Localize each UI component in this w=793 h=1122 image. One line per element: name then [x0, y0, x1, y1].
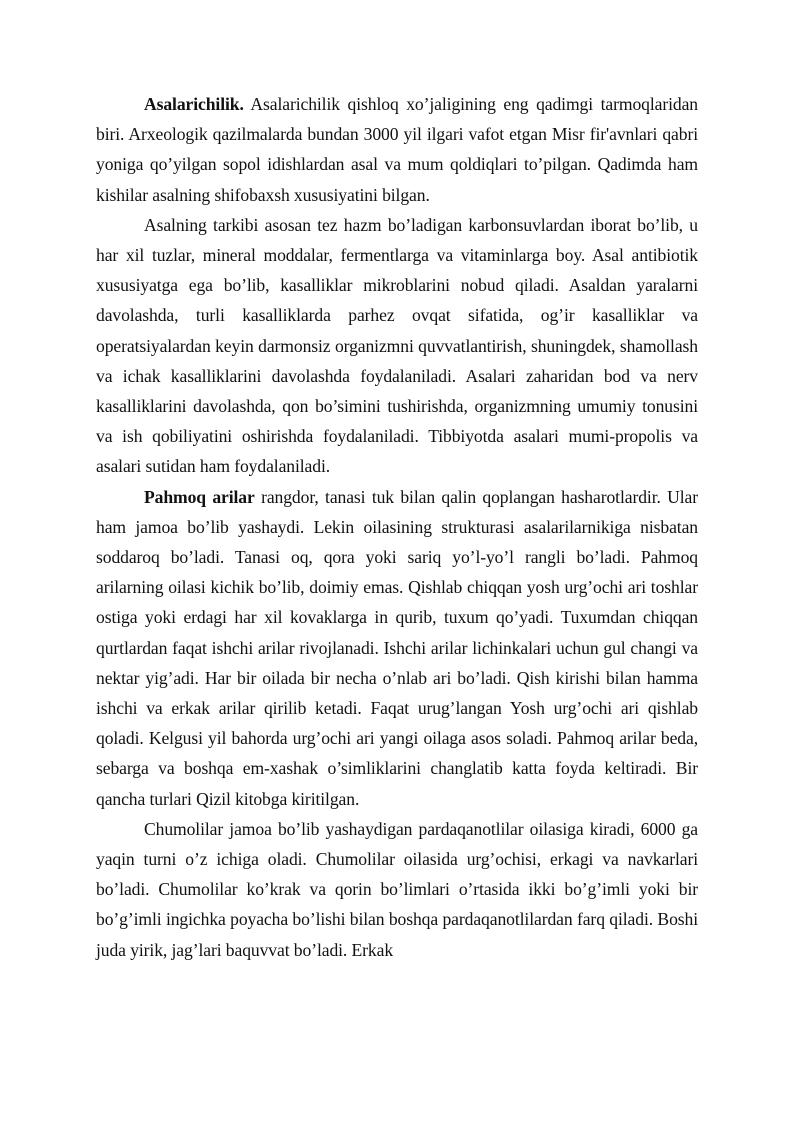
paragraph-text: Asalarichilik qishloq xo’jaligining eng qadimgi tarmoqlaridan biri. Arxeologik qazilmalarda bundan 3000 yil ilgari vafot etgan Misr fir'avnlari qabri yoniga qo’yilgan sopol idishlardan asal va mum qoldiqlari to’pilgan. Qadimda ham kishilar asalning shifobaxsh xususiyatini bilgan. [96, 94, 698, 205]
paragraph-text: Chumolilar jamoa bo’lib yashaydigan pardaqanotlilar oilasiga kiradi, 6000 ga yaqin turni o’z ichiga oladi. Chumolilar oilasida urg’ochisi, erkagi va navkarlari bo’ladi. Chumolilar ko’krak va qorin bo’limlari o’rtasida ikki bo’g’imli yoki bir bo’g’imli ingichka poyacha bo’lishi bilan boshqa pardaqanotlilardan farq qiladi. Boshi juda yirik, jag’lari baquvvat bo’ladi. Erkak [96, 818, 698, 960]
paragraph-text: Asalning tarkibi asosan tez hazm bo’ladigan karbonsuvlardan iborat bo’lib, u har xil tuzlar, mineral moddalar, fermentlarga va vitaminlarga boy. Asal antibiotik xususiyatga ega bo’lib, kasalliklar mikroblarini nobud qiladi. Asaldan yaralarni davolashda, turli kasalliklarda parhez ovqat sifatida, og’ir kasalliklar va operatsiyalardan keyin darmonsiz organizmni quvvatlantirish, shuningdek, shamollash va ichak kasalliklarini davolashda foydalaniladi. Asalari zaharidan bod va nerv kasalliklarini davolashda, qon bo’simini tushirishda, organizmning umumiy tonusini va ish qobiliyatini oshirishda foydalaniladi. Tibbiyotda asalari mumi-propolis va asalari sutidan ham foydalaniladi. [96, 214, 698, 477]
paragraph-pahmoq-arilar [96, 482, 698, 814]
term-pahmoq-arilar: Pahmoq arilar [144, 486, 255, 507]
document-page [96, 89, 698, 965]
paragraph-asal-tarkibi [96, 210, 698, 482]
paragraph-asalarichilik [96, 89, 698, 210]
paragraph-text: rangdor, tanasi tuk bilan qalin qoplangan hasharotlardir. Ular ham jamoa bo’lib yashaydi. Lekin oilasining strukturasi asalarilarnikiga nisbatan soddaroq bo’ladi. Tanasi oq, qora yoki sariq yo’l-yo’l rangli bo’ladi. Pahmoq arilarning oilasi kichik bo’lib, doimiy emas. Qishlab chiqqan yosh urg’ochi ari toshlar ostiga yoki erdagi har xil kovaklarga in qurib, tuxum qo’yadi. Tuxumdan chiqqan qurtlardan faqat ishchi arilar rivojlanadi. Ishchi arilar lichinkalari uchun gul changi va nektar yig’adi. Har bir oilada bir necha o’nlab ari bo’ladi. Qish kirishi bilan hamma ishchi va erkak arilar qirilib ketadi. Faqat urug’langan Yosh urg’ochi ari qishlab qoladi. Kelgusi yil bahorda urg’ochi ari yangi oilaga asos soladi. Pahmoq arilar beda, sebarga va boshqa em-xashak o’simliklarini changlatib katta foyda keltiradi. Bir qancha turlari Qizil kitobga kiritilgan. [96, 486, 699, 809]
term-asalarichilik: Asalarichilik. [144, 94, 244, 114]
paragraph-chumolilar [96, 814, 698, 965]
